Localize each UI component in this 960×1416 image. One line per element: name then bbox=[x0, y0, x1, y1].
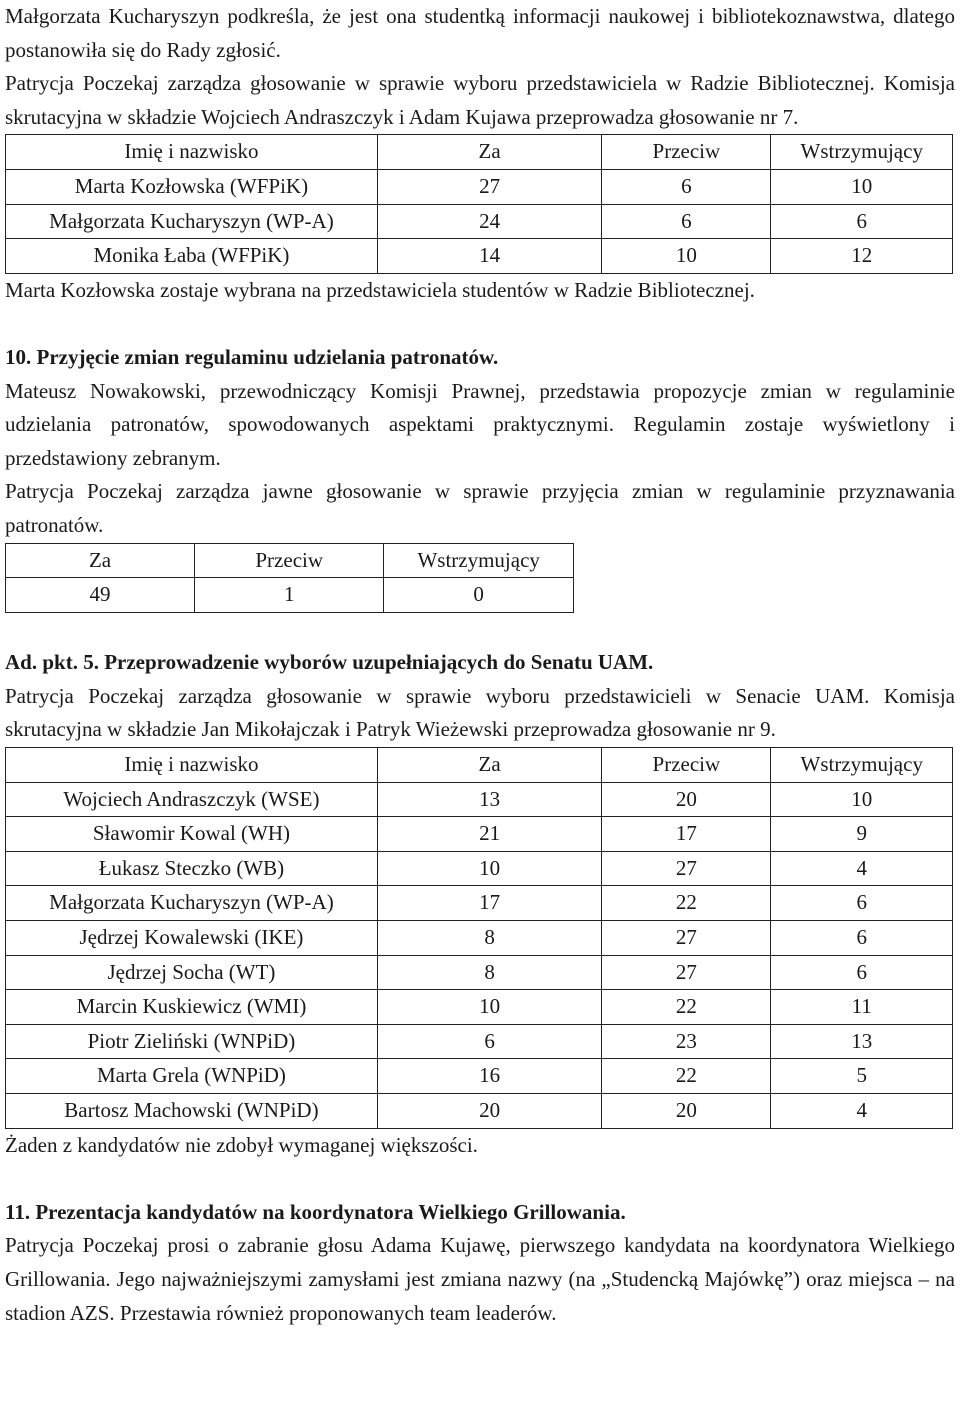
intro-paragraph-2: Patrycja Poczekaj zarządza głosowanie w sprawie wyboru przedstawiciela w Radzie Bibliotecznej. Komisja skrutacyjna w składzie Wojciech Andraszczyk i Adam Kujawa przeprowadza głosowanie nr 7. bbox=[5, 71, 955, 129]
votes-for: 8 bbox=[377, 955, 601, 990]
section-11-heading: 11. Prezentacja kandydatów na koordynatora Wielkiego Grillowania. bbox=[5, 1199, 626, 1224]
header-name: Imię i nazwisko bbox=[6, 135, 378, 170]
section-11-paragraph-1: Patrycja Poczekaj prosi o zabranie głosu Adama Kujawę, pierwszego kandydata na koordynatora Wielkiego Grillowania. Jego najważniejszymi zamysłami jest zmiana nazwy (na „Studencką Majówkę”) oraz miejsca – na stadion AZS. Przestawia również proponowanych team leaderów. bbox=[5, 1233, 955, 1325]
header-against: Przeciw bbox=[602, 135, 771, 170]
votes-against: 1 bbox=[195, 578, 384, 613]
votes-abstain: 0 bbox=[384, 578, 574, 613]
candidate-name: Łukasz Steczko (WB) bbox=[6, 851, 378, 886]
patronage-vote-table bbox=[5, 543, 574, 613]
table-row bbox=[6, 578, 574, 613]
table-row bbox=[6, 239, 953, 274]
votes-abstain: 12 bbox=[771, 239, 953, 274]
vote-7-result: Marta Kozłowska zostaje wybrana na przedstawiciela studentów w Radzie Bibliotecznej. bbox=[5, 277, 755, 302]
votes-against: 10 bbox=[602, 239, 771, 274]
table-row bbox=[6, 990, 953, 1025]
votes-against: 17 bbox=[602, 817, 771, 852]
table-row bbox=[6, 886, 953, 921]
votes-abstain: 6 bbox=[771, 921, 953, 956]
votes-against: 20 bbox=[602, 1094, 771, 1129]
table-row bbox=[6, 1024, 953, 1059]
votes-abstain: 13 bbox=[771, 1024, 953, 1059]
votes-for: 27 bbox=[377, 169, 601, 204]
candidate-name: Małgorzata Kucharyszyn (WP-A) bbox=[6, 204, 378, 239]
candidate-name: Marcin Kuskiewicz (WMI) bbox=[6, 990, 378, 1025]
votes-against: 27 bbox=[602, 921, 771, 956]
candidate-name: Marta Kozłowska (WFPiK) bbox=[6, 169, 378, 204]
votes-abstain: 4 bbox=[771, 1094, 953, 1129]
header-for: Za bbox=[377, 748, 601, 783]
votes-for: 8 bbox=[377, 921, 601, 956]
table-row bbox=[6, 817, 953, 852]
votes-abstain: 11 bbox=[771, 990, 953, 1025]
vote-9-table bbox=[5, 747, 953, 1129]
table-row bbox=[6, 955, 953, 990]
votes-for: 24 bbox=[377, 204, 601, 239]
votes-against: 27 bbox=[602, 955, 771, 990]
table-row bbox=[6, 782, 953, 817]
votes-for: 20 bbox=[377, 1094, 601, 1129]
candidate-name: Małgorzata Kucharyszyn (WP-A) bbox=[6, 886, 378, 921]
votes-for: 49 bbox=[6, 578, 195, 613]
votes-against: 20 bbox=[602, 782, 771, 817]
vote-7-table bbox=[5, 134, 953, 273]
header-for: Za bbox=[377, 135, 601, 170]
candidate-name: Bartosz Machowski (WNPiD) bbox=[6, 1094, 378, 1129]
votes-for: 16 bbox=[377, 1059, 601, 1094]
votes-abstain: 6 bbox=[771, 955, 953, 990]
votes-against: 6 bbox=[602, 169, 771, 204]
votes-abstain: 9 bbox=[771, 817, 953, 852]
table-row bbox=[6, 851, 953, 886]
header-abstain: Wstrzymujący bbox=[771, 135, 953, 170]
header-against: Przeciw bbox=[602, 748, 771, 783]
votes-for: 10 bbox=[377, 851, 601, 886]
votes-against: 22 bbox=[602, 1059, 771, 1094]
votes-for: 10 bbox=[377, 990, 601, 1025]
header-name: Imię i nazwisko bbox=[6, 748, 378, 783]
votes-for: 21 bbox=[377, 817, 601, 852]
votes-for: 17 bbox=[377, 886, 601, 921]
votes-against: 23 bbox=[602, 1024, 771, 1059]
votes-abstain: 6 bbox=[771, 204, 953, 239]
header-abstain: Wstrzymujący bbox=[771, 748, 953, 783]
table-row bbox=[6, 169, 953, 204]
votes-abstain: 6 bbox=[771, 886, 953, 921]
candidate-name: Monika Łaba (WFPiK) bbox=[6, 239, 378, 274]
votes-abstain: 4 bbox=[771, 851, 953, 886]
pkt-5-heading: Ad. pkt. 5. Przeprowadzenie wyborów uzupełniających do Senatu UAM. bbox=[5, 650, 654, 675]
votes-abstain: 5 bbox=[771, 1059, 953, 1094]
votes-against: 6 bbox=[602, 204, 771, 239]
table-header-row bbox=[6, 543, 574, 578]
votes-abstain: 10 bbox=[771, 782, 953, 817]
section-10-paragraph-2: Patrycja Poczekaj zarządza jawne głosowanie w sprawie przyjęcia zmian w regulaminie przyznawania patronatów. bbox=[5, 479, 955, 537]
section-10-heading: 10. Przyjęcie zmian regulaminu udzielania patronatów. bbox=[5, 344, 499, 369]
section-10-paragraph-1: Mateusz Nowakowski, przewodniczący Komisji Prawnej, przedstawia propozycje zmian w regulaminie udzielania patronatów, spowodowanych aspektami praktycznymi. Regulamin zostaje wyświetlony i przedstawiony zebranym. bbox=[5, 378, 955, 470]
header-against: Przeciw bbox=[195, 543, 384, 578]
table-row bbox=[6, 204, 953, 239]
header-for: Za bbox=[6, 543, 195, 578]
vote-9-result: Żaden z kandydatów nie zdobył wymaganej większości. bbox=[5, 1132, 478, 1157]
candidate-name: Sławomir Kowal (WH) bbox=[6, 817, 378, 852]
pkt-5-paragraph-1: Patrycja Poczekaj zarządza głosowanie w sprawie wyboru przedstawicieli w Senacie UAM. Komisja skrutacyjna w składzie Jan Mikołajczak i Patryk Wieżewski przeprowadza głosowanie nr 9. bbox=[5, 683, 955, 742]
votes-for: 13 bbox=[377, 782, 601, 817]
votes-against: 22 bbox=[602, 886, 771, 921]
table-header-row bbox=[6, 135, 953, 170]
votes-for: 6 bbox=[377, 1024, 601, 1059]
candidate-name: Piotr Zieliński (WNPiD) bbox=[6, 1024, 378, 1059]
votes-against: 27 bbox=[602, 851, 771, 886]
table-row bbox=[6, 1094, 953, 1129]
votes-for: 14 bbox=[377, 239, 601, 274]
candidate-name: Jędrzej Kowalewski (IKE) bbox=[6, 921, 378, 956]
table-header-row bbox=[6, 748, 953, 783]
candidate-name: Wojciech Andraszczyk (WSE) bbox=[6, 782, 378, 817]
candidate-name: Marta Grela (WNPiD) bbox=[6, 1059, 378, 1094]
votes-against: 22 bbox=[602, 990, 771, 1025]
votes-abstain: 10 bbox=[771, 169, 953, 204]
header-abstain: Wstrzymujący bbox=[384, 543, 574, 578]
table-row bbox=[6, 921, 953, 956]
table-row bbox=[6, 1059, 953, 1094]
intro-paragraph-1: Małgorzata Kucharyszyn podkreśla, że jest ona studentką informacji naukowej i bibliotekoznawstwa, dlatego postanowiła się do Rady zgłosić. bbox=[5, 4, 955, 62]
document-page bbox=[5, 0, 955, 1330]
candidate-name: Jędrzej Socha (WT) bbox=[6, 955, 378, 990]
